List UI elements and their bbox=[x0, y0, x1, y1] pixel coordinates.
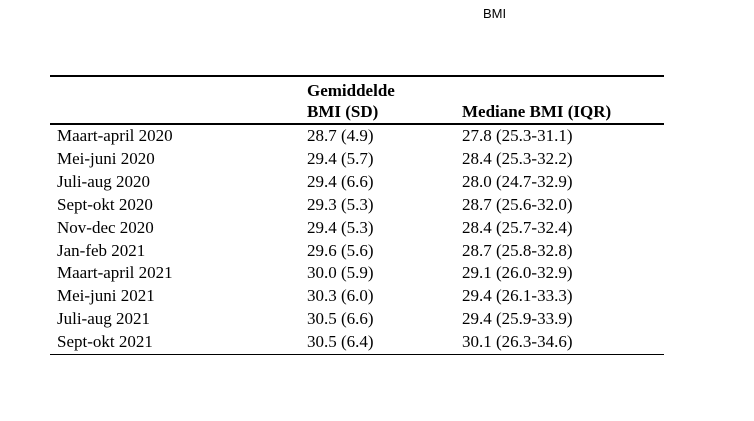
bmi-table bbox=[50, 75, 664, 355]
header-period bbox=[50, 76, 307, 124]
table-row bbox=[50, 148, 664, 171]
cell-mean: 29.6 (5.6) bbox=[307, 240, 374, 260]
cell-median: 29.4 (25.9-33.9) bbox=[462, 309, 573, 329]
cell-median: 29.1 (26.0-32.9) bbox=[462, 263, 573, 283]
table-row bbox=[50, 124, 664, 148]
cell-period: Maart-april 2021 bbox=[57, 263, 173, 283]
cell-median: 28.4 (25.3-32.2) bbox=[462, 148, 573, 168]
cell-period: Sept-okt 2021 bbox=[50, 331, 307, 354]
cell-mean: 29.4 (5.3) bbox=[307, 217, 374, 237]
header-median-bmi: Mediane BMI (IQR) bbox=[462, 76, 664, 124]
cell-mean: 30.5 (6.6) bbox=[307, 309, 374, 329]
header-row bbox=[50, 76, 664, 124]
header-mean-line2: BMI (SD) bbox=[307, 102, 379, 121]
cell-mean: 29.3 (5.3) bbox=[307, 194, 374, 214]
table-row bbox=[50, 171, 664, 194]
cell-period: Jan-feb 2021 bbox=[57, 240, 146, 260]
table-row bbox=[50, 240, 664, 263]
cell-mean: 30.0 (5.9) bbox=[307, 263, 374, 283]
cell-mean: 30.3 (6.0) bbox=[307, 286, 374, 306]
cell-period: Nov-dec 2020 bbox=[57, 217, 154, 237]
table-row bbox=[50, 217, 664, 240]
table-row bbox=[50, 262, 664, 285]
bmi-table-container bbox=[50, 75, 664, 355]
cell-mean: 28.7 (4.9) bbox=[307, 126, 374, 145]
table-row bbox=[50, 308, 664, 331]
header-mean-bmi bbox=[307, 76, 462, 124]
cell-mean: 29.4 (6.6) bbox=[307, 171, 374, 191]
table-row bbox=[50, 331, 664, 354]
cell-median: 27.8 (25.3-31.1) bbox=[462, 126, 573, 145]
table-row bbox=[50, 194, 664, 217]
cell-period: Mei-juni 2021 bbox=[57, 286, 155, 306]
cell-median: 28.0 (24.7-32.9) bbox=[462, 171, 573, 191]
table-body bbox=[50, 124, 664, 355]
cell-period: Sept-okt 2020 bbox=[57, 194, 153, 214]
cell-mean: 30.5 (6.4) bbox=[307, 331, 462, 354]
cell-median: 28.7 (25.6-32.0) bbox=[462, 194, 573, 214]
cell-median: 28.7 (25.8-32.8) bbox=[462, 240, 573, 260]
table-row bbox=[50, 285, 664, 308]
cell-period: Juli-aug 2021 bbox=[57, 309, 151, 329]
cell-median: 29.4 (26.1-33.3) bbox=[462, 286, 573, 306]
cell-period: Mei-juni 2020 bbox=[57, 148, 155, 168]
header-mean-line1: Gemiddelde bbox=[307, 81, 395, 100]
page-title: BMI bbox=[483, 6, 507, 21]
cell-median: 28.4 (25.7-32.4) bbox=[462, 217, 573, 237]
cell-mean: 29.4 (5.7) bbox=[307, 148, 374, 168]
cell-period: Juli-aug 2020 bbox=[57, 171, 151, 191]
cell-period: Maart-april 2020 bbox=[57, 126, 173, 145]
table-header bbox=[50, 76, 664, 124]
cell-median: 30.1 (26.3-34.6) bbox=[462, 331, 664, 354]
